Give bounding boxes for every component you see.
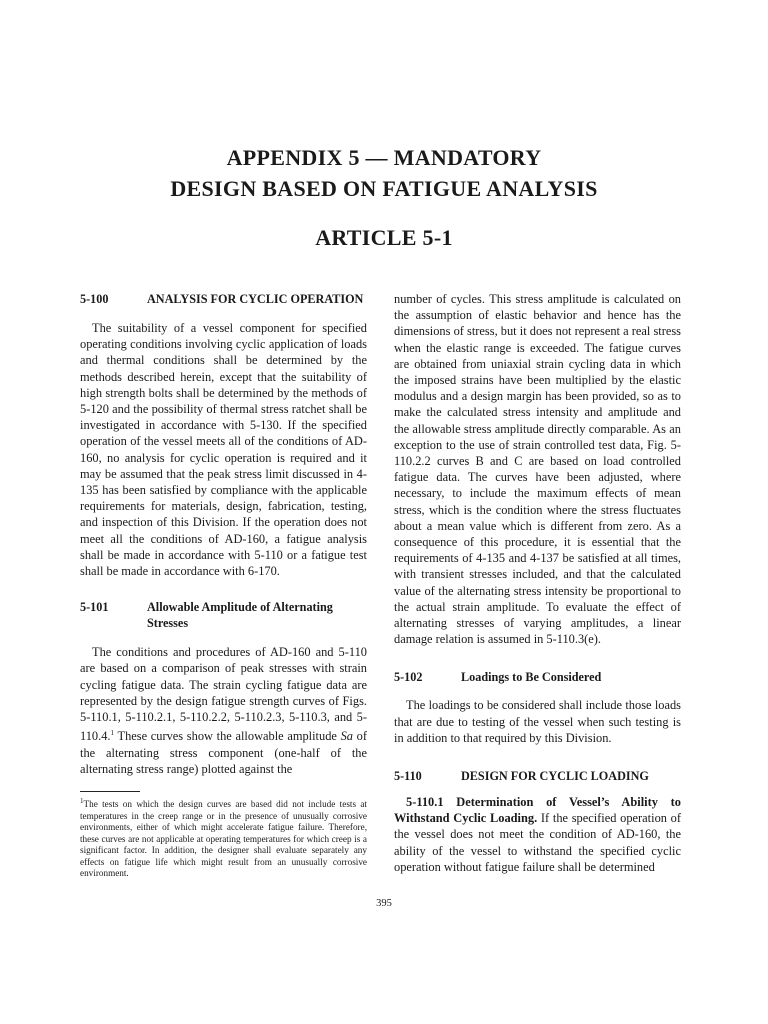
section-heading-5-102 xyxy=(394,669,681,685)
footnote-rule xyxy=(80,791,140,792)
text-run: of the alternating stress component (one-half of the alternating stress range) plotted against the xyxy=(80,729,367,776)
footnote-text: The tests on which the design curves are based did not include tests at temperatures in the creep range or in the presence of unusually corrosive environments, either of which might accelerate fatigue failure. Therefore, these curves are not applicable at operating temperatures for which creep is a significant factor. In addition, the designer shall evaluate separately any effects on fatigue life which might result from an unusually corrosive environment. xyxy=(80,799,367,879)
appendix-title-line2: DESIGN BASED ON FATIGUE ANALYSIS xyxy=(170,176,598,201)
paragraph-5-102: The loadings to be considered shall include those loads that are due to testing of the vessel when such testing is in addition to that required by this Division. xyxy=(394,698,681,745)
footnote-ref: 1 xyxy=(110,729,115,738)
section-title: ANALYSIS FOR CYCLIC OPERATION xyxy=(147,292,364,306)
paragraph-5-101 xyxy=(80,644,367,777)
left-column xyxy=(80,291,367,880)
text-run: The conditions and procedures of AD-160 and 5-110 are based on a comparison of peak stresses with strain cycling fatigue data. The strain cycling fatigue data are represented by the design fatigue strength curves of Figs. 5-110.1, 5-110.2.1, 5-110.2.2, 5-110.2.3, 5-110.3, and 5-110.4. xyxy=(80,645,367,744)
text-run: If the specified operation of the vessel does not meet the condition of AD-160, the ability of the vessel to withstand the specified cyclic operation without fatigue failure shall be determined xyxy=(394,811,681,874)
paragraph-5-100: The suitability of a vessel component for specified operating conditions involving cyclic application of loads and thermal conditions shall be determined by the methods described herein, except that the suitability of high strength bolts shall be determined by the methods of 5-120 and the possibility of thermal stress ratchet shall be investigated in accordance with 5-130. If the specified operation of the vessel meets all of the conditions of AD-160, no analysis for cyclic operation is required and it may be assumed that the peak stress limit discussed in 4-135 has been satisfied by compliance with the applicable requirements for materials, design, fabrication, testing, and inspection of this Division. If the operation does not meet all the conditions of AD-160, a fatigue analysis shall be made in accordance with 5-110 or a fatigue test shall be made in accordance with 6-170. xyxy=(80,321,367,579)
footnote xyxy=(80,796,367,880)
section-title: Loadings to Be Considered xyxy=(461,670,602,685)
paragraph-5-110-1 xyxy=(394,794,681,875)
section-heading-5-101 xyxy=(80,599,367,631)
paragraph-5-101-continued: number of cycles. This stress amplitude is calculated on the assumption of elastic behavior and hence has the dimensions of stress, but it does not represent a real stress when the elastic range is exceeded. The fatigue curves are obtained from uniaxial strain cycling data in which the imposed strains have been multiplied by the elastic modulus and a design margin has been provided, so as to make the calculated stress intensity and amplitude and the allowable stress amplitude directly comparable. As an exception to the use of strain controlled test data, Fig. 5-110.2.2 curves B and C are based on load controlled fatigue data. The curves have been adjusted, where necessary, to include the maximum effects of mean stress, which is the condition where the stress fluctuates about a mean value which is different from zero. As a consequence of this procedure, it is essential that the requirements of 4-135 and 4-137 be satisfied at all times, with transient stresses included, and that the calculated value of the alternating stress intensity be proportional to the actual strain amplitude. To evaluate the effect of alternating stresses of varying amplitudes, a linear damage relation is assumed in 5-110.3(e). xyxy=(394,292,681,647)
stress-symbol: Sa xyxy=(340,729,353,744)
text-run: These curves show the allowable amplitude xyxy=(114,729,341,744)
right-column xyxy=(394,291,681,875)
footnote-mark: 1 xyxy=(80,797,84,805)
section-title: Allowable Amplitude of Alternating Stresses xyxy=(147,600,333,631)
subsection-heading: 5-110.1 Determination of Vessel’s Ability to Withstand Cyclic Loading. xyxy=(394,795,681,826)
section-number: 5-102 xyxy=(394,670,423,685)
appendix-title-line1: APPENDIX 5 — MANDATORY xyxy=(226,145,542,170)
section-heading-5-110 xyxy=(394,768,681,784)
section-title: DESIGN FOR CYCLIC LOADING xyxy=(461,769,649,784)
page-number: 395 xyxy=(376,898,392,909)
section-number: 5-110 xyxy=(394,769,422,784)
section-heading-5-100 xyxy=(80,291,367,307)
section-number: 5-101 xyxy=(80,600,109,615)
article-heading: ARTICLE 5-1 xyxy=(315,225,453,250)
section-number: 5-100 xyxy=(80,292,109,306)
